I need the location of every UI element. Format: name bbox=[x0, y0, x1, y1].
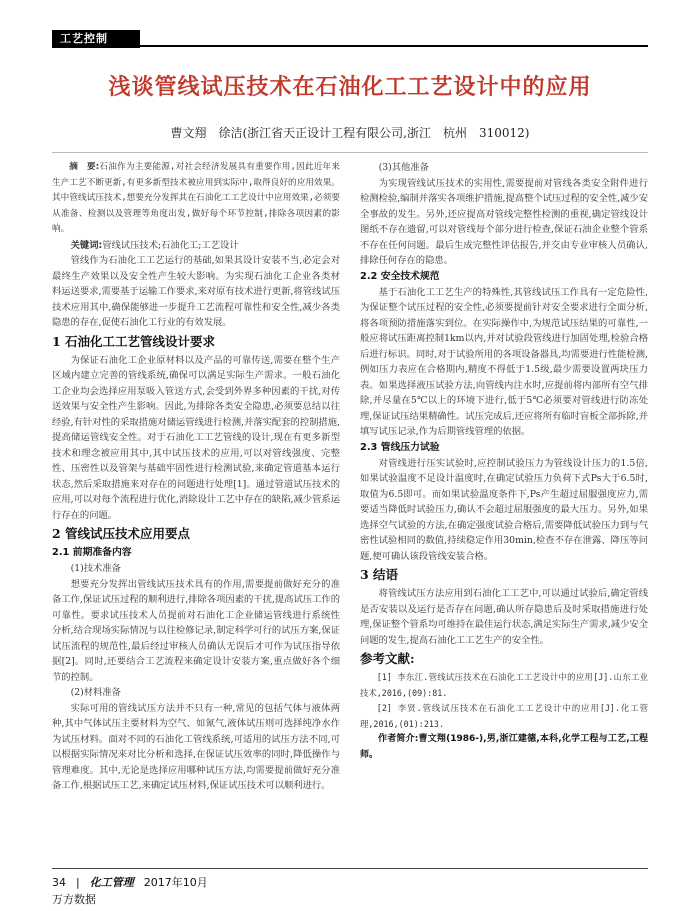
header-rule bbox=[140, 45, 648, 47]
page-number: 34 bbox=[52, 875, 66, 889]
author-bio: 作者简介:曹文翔(1986-),男,浙江建德,本科,化学工程与工艺,工程师。 bbox=[360, 734, 648, 760]
reference-2: [2] 李贤.管线试压技术在石油化工工艺设计中的应用[J].化工管理,2016,(01):213. bbox=[360, 703, 648, 729]
footer-rule bbox=[52, 868, 648, 869]
keywords-text: 管线试压技术;石油化工;工艺设计 bbox=[102, 239, 239, 251]
keywords-label: 关键词: bbox=[70, 239, 103, 251]
journal-name: 化工管理 bbox=[89, 876, 134, 889]
page-footer bbox=[52, 874, 208, 890]
section-3-heading: 3 结语 bbox=[360, 567, 399, 582]
section-1-heading: 1 石油化工工艺管线设计要求 bbox=[52, 333, 216, 349]
subsection-material-heading: (2)材料准备 bbox=[70, 687, 121, 698]
keywords bbox=[52, 238, 340, 254]
section-3-paragraph: 将管线试压方法应用到石油化工工艺中,可以通过试验后,确定管线是否安装以及运行是否存在问题,确认所存隐患后及时采取措施进行处理,保证整个管系均可维持在最佳运行状态,满足实际生产需求,减少安全问题的发生,提高石油化工工艺生产的安全性。 bbox=[360, 588, 648, 646]
subsection-technical-heading: (1)技术准备 bbox=[70, 563, 121, 574]
footer-separator: | bbox=[76, 875, 80, 889]
section-2-heading: 2 管线试压技术应用要点 bbox=[52, 526, 191, 541]
abstract bbox=[52, 160, 340, 238]
subsection-other-heading: (3)其他准备 bbox=[378, 162, 429, 173]
abstract-label: 摘 要: bbox=[69, 162, 100, 172]
references-heading: 参考文献: bbox=[360, 651, 415, 666]
database-watermark: 万方数据 bbox=[52, 893, 96, 906]
section-2-1-heading: 2.1 前期准备内容 bbox=[52, 547, 132, 558]
section-1-paragraph: 为保证石油化工企业原材料以及产品的可靠传送,需要在整个生产区域内建立完善的管线系统,确保可以满足实际生产需求。一般石油化工企业均会选择应用泵吸入管送方式,会受到外界多种因素的干扰,对传送效果与安全性产生影响。因此,为排除各类安全隐患,必须要总结以往经验,有针对性的采取措施对储运管线进行检测,并落实配套的控制措施,提高储运管线安全性。对于石油化工工艺管线的设计,现在有更多新型技术和理念被应用其中,其中试压技术的应用,可以对管线强度、完整性、压密性以及管架与基础牢固性进行检测试验,来确定管道基本运行状态,然后采取措施来对存在的问题进行处理[1]。通过管道试压技术的应用,可以对每个流程进行优化,消除设计工艺中存在的缺陷,减少管系运行存在的问题。 bbox=[52, 354, 340, 521]
title-divider bbox=[52, 152, 648, 153]
section-tag: 工艺控制 bbox=[52, 30, 140, 48]
subsection-technical-paragraph: 想要充分发挥出管线试压技术具有的作用,需要提前做好充分的准备工作,保证试压过程的顺利进行,排除各项因素的干扰,提高试压工作的可靠性。要求试压技术人员提前对石油化工企业储运管线进行系统性分析,结合现场实际情况与以往检修记录,制定科学可行的试压方案,保证试压流程的规范性,最后经过审核人员确认无误后才可作为试压指导依据[2]。同时,还要结合工艺流程来确定设计安装方案,重点做好各个细节的控制。 bbox=[52, 578, 340, 683]
issue-date: 2017年10月 bbox=[143, 876, 208, 889]
author-byline: 曹文翔 徐洁(浙江省天正设计工程有限公司,浙江 杭州 310012) bbox=[170, 126, 530, 140]
section-2-2-paragraph: 基于石油化工工艺生产的特殊性,其管线试压工作具有一定危险性,为保证整个试压过程的安全性,必须要提前针对安全要求进行全面分析,将各项预防措施落实到位。在实际操作中,为规范试压结果的可靠性,一般应将试压距离控制1km以内,并对试验段管线进行加固处理,检验合格后进行标识。同时,对于试验所用的各项设备器具,均需要进行性能检测,例如压力表应在合格期内,精度不得低于1.5级,最少需要设置两块压力表。如果选择液压试验方法,向管线内注水时,应提前将内部所有空气排除,并尽量在5℃以上的环境下进行,低于5℃必须要对管线进行防冻处理,保证试压结果精确性。试压完成后,还应将所有临时盲板全部拆除,并填写试压记录,作为后期管线管理的依据。 bbox=[360, 286, 648, 437]
section-2-2-heading: 2.2 安全技术规范 bbox=[360, 270, 440, 282]
section-2-3-paragraph: 对管线进行压实试验时,应控制试验压力为管线设计压力的1.5倍,如果试验温度不足设计温度时,在确定试验压力负荷下式Ps大于6.5时,取值为6.5即可。而如果试验温度条件下,Ps产生超过屈服强度应力,需要适当降低时试验压力,确认不会超过屈服强度的最大压力。另外,如果选择空气试验的方法,在确定强度试验合格后,需要降低试验压力到与气密性试验相同的数值,持续稳定作用30min,检查不存在泄露、降压等问题,便可确认该段管线安装合格。 bbox=[360, 457, 648, 562]
subsection-material-paragraph: 实际可用的管线试压方法并不只有一种,常见的包括气体与液体两种,其中气体试压主要材料为空气、如氮气,液体试压则可选择纯净水作为试压材料。面对不同的石油化工管线系统,可适用的试压方法不同,可以根据实际情况来对比分析和选择,在保证试压效率的同时,降低操作与管理难度。其中,无论是选择应用哪种试压方法,均需要提前做好充分准备工作,根据试压工艺,来确定试压材料,保证试压技术可以顺利进行。 bbox=[52, 702, 340, 791]
section-2-3-heading: 2.3 管线压力试验 bbox=[360, 441, 440, 453]
intro-paragraph: 管线作为石油化工工艺运行的基础,如果其设计安装不当,必定会对最终生产效果以及安全性产生较大影响。为实现石油化工企业各类材料运送要求,需要基于运输工作要求,来对原有技术进行更新,将管线试压技术应用其中,确保能够进一步提升工艺流程可靠性和安全性,减少各类隐患的存在,促使石油化工行业的有效发展。 bbox=[52, 255, 340, 328]
article-title: 浅谈管线试压技术在石油化工工艺设计中的应用 bbox=[108, 75, 592, 100]
reference-1: [1] 李东江.管线试压技术在石油化工工艺设计中的应用[J].山东工业技术,2016,(09):81. bbox=[360, 672, 648, 698]
subsection-other-paragraph: 为实现管线试压技术的实用性,需要提前对管线各类安全附件进行检测检验,编制并落实各项维护措施,提高整个试压过程的安全性,减少安全事故的发生。另外,还应提高对管线完整性检测的重视,确定管线设计图纸不存在遗留,可以对管线每个部分进行检查,保证石油企业整个管系不存在任何问题。最后生成完整性评估报告,并交由专业审核人员确认,排除任何存在的隐患。 bbox=[360, 177, 648, 266]
left-column bbox=[52, 160, 340, 794]
right-column bbox=[360, 160, 648, 763]
abstract-text: 石油作为主要能源,对社会经济发展具有重要作用,因此近年来生产工艺不断更新,有更多新型技术被应用到实际中,取得良好的应用效果。其中管线试压技术,想要充分发挥其在石油化工工艺设计中应用效果,必须要从准备、检测以及管理等角度出发,做好每个环节控制,排除各项因素的影响。 bbox=[52, 162, 341, 234]
